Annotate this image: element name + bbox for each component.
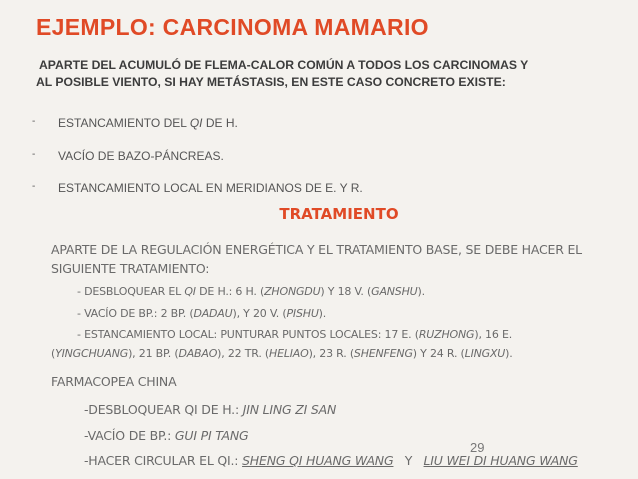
- tratamiento-item-estancamiento-cont: (YINGCHUANG), 21 BP. (DABAO), 22 TR. (HELIAO), 23 R. (SHENFENG) Y 24 R. (LINGXU).: [51, 347, 513, 360]
- bullet-text: VACÍO DE BAZO-PÁNCREAS.: [58, 149, 224, 163]
- intro-line-1: APARTE DEL ACUMULÓ DE FLEMA-CALOR COMÚN A TODOS LOS CARCINOMAS Y: [39, 58, 529, 72]
- intro-paragraph: [36, 57, 626, 91]
- tratamiento-heading: TRATAMIENTO: [279, 205, 399, 223]
- bullet-text: ESTANCAMIENTO LOCAL EN MERIDIANOS DE E. Y R.: [58, 181, 363, 195]
- bullet-text: ESTANCAMIENTO DEL QI DE H.: [58, 116, 238, 130]
- tratamiento-intro-line-2: SIGUIENTE TRATAMIENTO:: [51, 261, 210, 276]
- intro-line-2: AL POSIBLE VIENTO, SI HAY METÁSTASIS, EN ESTE CASO CONCRETO EXISTE:: [36, 75, 506, 89]
- slide-title: EJEMPLO: CARCINOMA MAMARIO: [36, 14, 429, 40]
- farmacopea-heading: FARMACOPEA CHINA: [51, 374, 177, 389]
- farmacopea-item-desbloquear: -DESBLOQUEAR QI DE H.: JIN LING ZI SAN: [84, 402, 337, 417]
- page-number: 29: [470, 440, 485, 455]
- bullet-dash: -: [32, 181, 36, 192]
- tratamiento-item-desbloquear: - DESBLOQUEAR EL QI DE H.: 6 H. (ZHONGDU) Y 18 V. (GANSHU).: [77, 285, 425, 298]
- tratamiento-item-vacio: - VACÍO DE BP.: 2 BP. (DADAU), Y 20 V. (PISHU).: [77, 307, 327, 320]
- farmacopea-item-vacio: -VACÍO DE BP.: GUI PI TANG: [84, 428, 249, 443]
- tratamiento-item-estancamiento: - ESTANCAMIENTO LOCAL: PUNTURAR PUNTOS LOCALES: 17 E. (RUZHONG), 16 E.: [77, 328, 513, 341]
- bullet-dash: -: [32, 149, 36, 160]
- bullet-dash: -: [32, 116, 36, 127]
- farmacopea-item-circular: -HACER CIRCULAR EL QI.: SHENG QI HUANG WANG Y LIU WEI DI HUANG WANG: [84, 453, 578, 468]
- tratamiento-intro-line-1: APARTE DE LA REGULACIÓN ENERGÉTICA Y EL TRATAMIENTO BASE, SE DEBE HACER EL: [51, 242, 582, 257]
